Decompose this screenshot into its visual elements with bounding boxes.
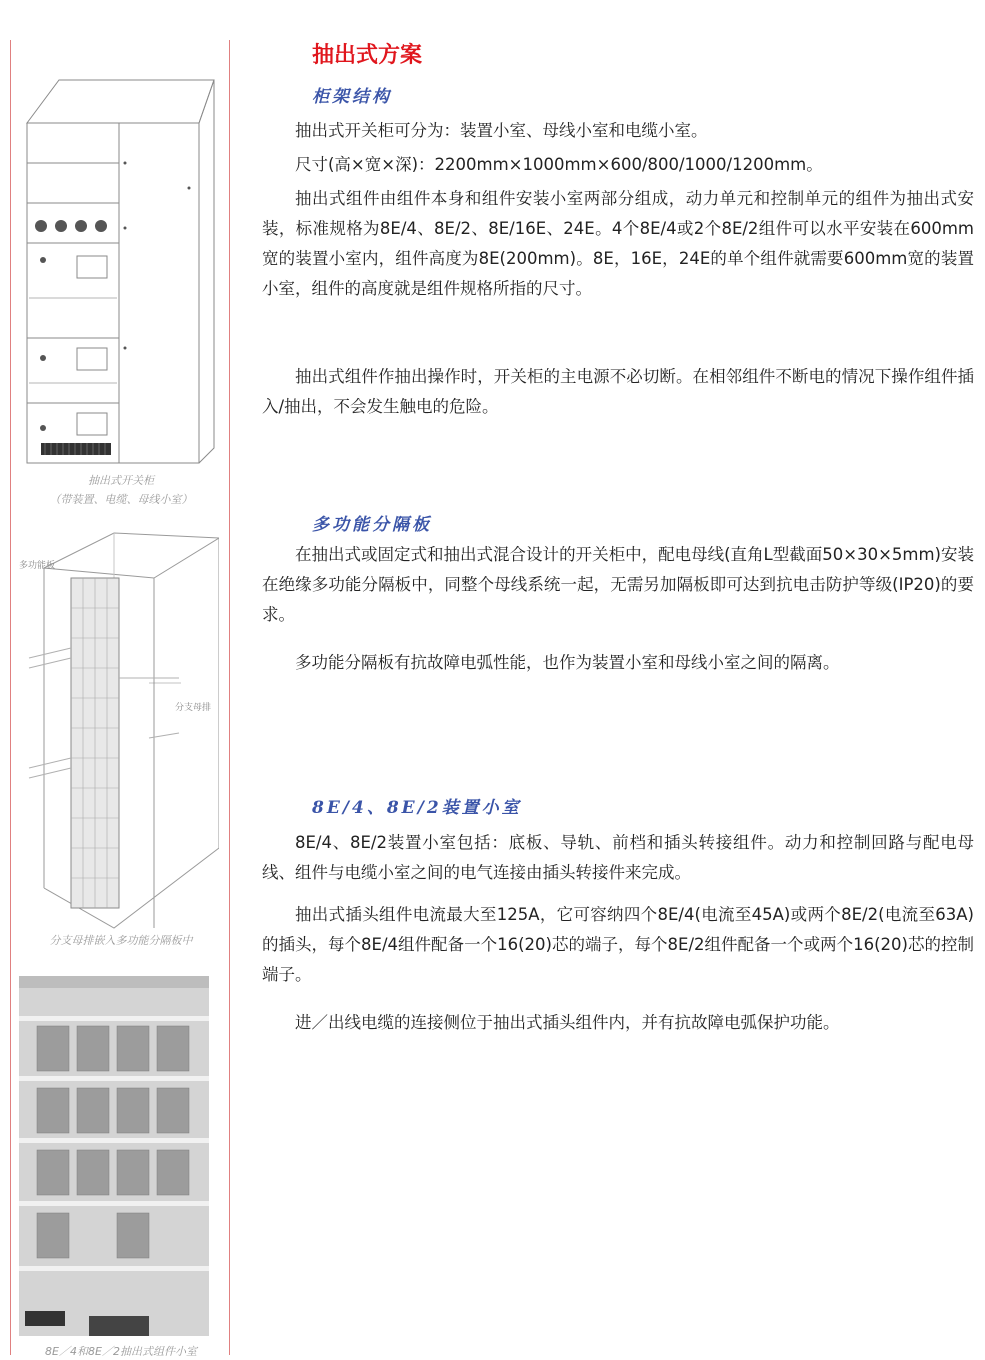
figure-sidebar <box>10 40 230 1358</box>
paragraph: 8E/4、8E/2装置小室包括：底板、导轨、前档和插头转接组件。动力和控制回路与配电母线、组件与电缆小室之间的电气连接由插头转接件来完成。 <box>262 833 974 882</box>
figure-caption: 分支母排嵌入多功能分隔板中 <box>49 934 193 947</box>
partition-drawing <box>19 518 219 938</box>
paragraph: 多功能分隔板有抗故障电弧性能，也作为装置小室和母线小室之间的隔离。 <box>295 653 840 672</box>
cabinet-drawing <box>19 68 219 468</box>
figure-caption: 8E／4和8E／2抽出式组件小室 <box>45 1345 197 1358</box>
paragraph: 在抽出式或固定式和抽出式混合设计的开关柜中，配电母线(直角L型截面50×30×5mm)安装在绝缘多功能分隔板中，同整个母线系统一起，无需另加隔板即可达到抗电击防护等级(IP20)的要求。 <box>262 545 974 624</box>
compartment-photo <box>19 976 209 1336</box>
section-heading: 多功能分隔板 <box>312 515 432 535</box>
paragraph: 进／出线电缆的连接侧位于抽出式插头组件内，并有抗故障电弧保护功能。 <box>295 1013 840 1032</box>
compartment-drawing <box>19 976 209 1336</box>
section-heading: 8E/4、8E/2装置小室 <box>312 798 522 818</box>
figure-label: 多功能板 <box>19 561 56 571</box>
paragraph: 抽出式组件作抽出操作时，开关柜的主电源不必切断。在相邻组件不断电的情况下操作组件插入/抽出，不会发生触电的危险。 <box>262 367 974 416</box>
multifunction-partition-illustration <box>19 518 219 938</box>
figure-label: 分支母排 <box>175 703 212 713</box>
section-heading: 柜架结构 <box>312 87 392 107</box>
figure-caption: （带装置、电缆、母线小室） <box>49 493 193 506</box>
switchgear-cabinet-illustration <box>19 68 219 468</box>
figure-caption: 抽出式开关柜 <box>88 474 154 487</box>
paragraph: 抽出式插头组件电流最大至125A，它可容纳四个8E/4(电流至45A)或两个8E/2(电流至63A)的插头，每个8E/4组件配备一个16(20)芯的端子，每个8E/2组件配备一个或两个16(20)芯的控制端子。 <box>262 905 974 984</box>
page-title: 抽出式方案 <box>312 43 423 68</box>
paragraph: 尺寸(高×宽×深)：2200mm×1000mm×600/800/1000/1200mm。 <box>295 155 823 174</box>
paragraph: 抽出式组件由组件本身和组件安装小室两部分组成，动力单元和控制单元的组件为抽出式安装，标准规格为8E/4、8E/2、8E/16E、24E。4个8E/4或2个8E/2组件可以水平安装在600mm宽的装置小室内，组件高度为8E(200mm)。8E，16E，24E的单个组件就需要600mm宽的装置小室，组件的高度就是组件规格所指的尺寸。 <box>262 189 974 298</box>
paragraph: 抽出式开关柜可分为：装置小室、母线小室和电缆小室。 <box>295 121 708 140</box>
